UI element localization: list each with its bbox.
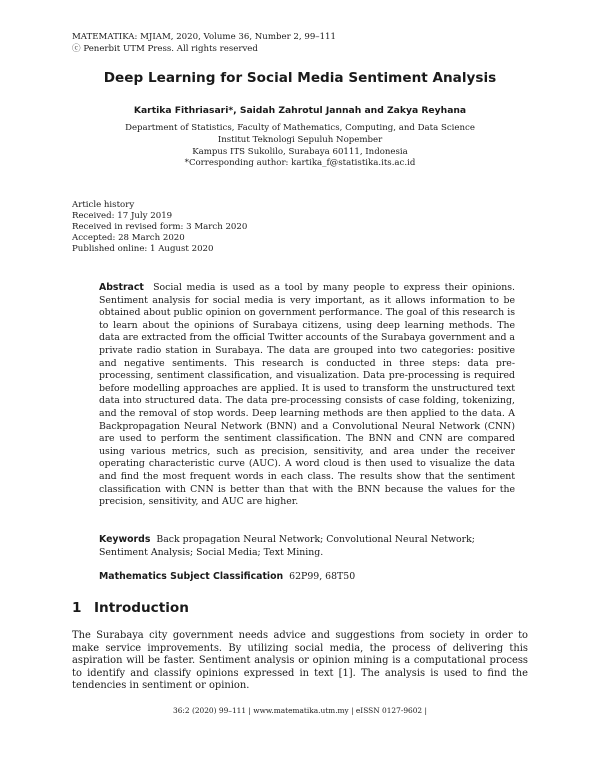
journal-header — [72, 31, 336, 55]
intro-text-end: . The analysis is used to find the tendencies in sentiment or opinion. — [72, 667, 528, 692]
affiliation-address: Kampus ITS Sukolilo, Surabaya 60111, Indonesia — [192, 146, 408, 157]
abstract — [99, 282, 515, 509]
subject-classification — [99, 571, 515, 582]
history-heading: Article history — [72, 200, 135, 210]
page-footer: 36:2 (2020) 99–111 | www.matematika.utm.my | eISSN 0127-9602 | — [173, 706, 427, 715]
msc-label: Mathematics Subject Classification — [99, 571, 284, 582]
keywords-text: Back propagation Neural Network; Convolutional Neural Network; Sentiment Analysis; Social Media; Text Mining. — [99, 534, 475, 558]
abstract-label: Abstract — [99, 282, 144, 293]
affiliation-institute: Institut Teknologi Sepuluh Nopember — [217, 134, 383, 145]
history-revised: Received in revised form: 3 March 2020 — [72, 221, 248, 232]
keywords — [99, 534, 515, 559]
history-accepted: Accepted: 28 March 2020 — [72, 232, 185, 243]
citation-link[interactable]: [1] — [338, 667, 353, 679]
section-heading-introduction — [72, 600, 189, 616]
article-history — [72, 200, 247, 255]
abstract-text: Social media is used as a tool by many people to express their opinions. Sentiment analysis for social media is very important, as it allows information to be obtained about public opinion on government performance. The goal of this research is to learn about the opinions of Surabaya citizens, using deep learning methods. The data are extracted from the official Twitter accounts of the Surabaya government and a private radio station in Surabaya. The data are grouped into two categories: positive and negative sentiments. This research is conducted in three steps: data pre-processing, sentiment classification, and visualization. Data pre-processing is required before modelling approaches are applied. It is used to transform the unstructured text data into structured data. The data pre-processing consists of case folding, tokenizing, and the removal of stop words. Deep learning methods are then applied to the data. A Backpropagation Neural Network (BNN) and a Convolutional Neural Network (CNN) are used to perform the sentiment classification. The BNN and CNN are compared using various metrics, such as precision, sensitivity, and area under the receiver operating characteristic curve (AUC). A word cloud is then used to visualize the data and find the most frequent words in each class. The results show that the sentiment classification with CNN is better than that with the BNN because the values for the precision, sensitivity, and AUC are higher. — [99, 282, 515, 508]
section-number: 1 — [72, 600, 82, 616]
journal-citation-line: MATEMATIKA: MJIAM, 2020, Volume 36, Number 2, 99–111 — [72, 32, 336, 42]
author-list: Kartika Fithriasari*, Saidah Zahrotul Jannah and Zakya Reyhana — [133, 105, 467, 116]
affiliation-department: Department of Statistics, Faculty of Mathematics, Computing, and Data Science — [125, 123, 475, 133]
intro-text-start: The Surabaya city government needs advice and suggestions from society in order to make service improvements. By utilizing social media, the process of delivering this aspiration will be faster. Sentiment analysis or opinion mining is a computational process to identify and classify opinions expressed in text — [72, 630, 528, 679]
corresponding-author: *Corresponding author: kartika_f@statistika.its.ac.id — [184, 158, 416, 169]
keywords-label: Keywords — [99, 534, 151, 545]
copyright-line: ⓒ Penerbit UTM Press. All rights reserved — [72, 44, 258, 54]
section-title: Introduction — [94, 600, 189, 616]
msc-codes: 62P99, 68T50 — [289, 571, 356, 582]
introduction-paragraph — [72, 630, 528, 693]
paper-title: Deep Learning for Social Media Sentiment Analysis — [103, 70, 497, 86]
history-received: Received: 17 July 2019 — [72, 210, 173, 221]
affiliation-block — [0, 123, 600, 170]
history-published: Published online: 1 August 2020 — [72, 243, 214, 254]
